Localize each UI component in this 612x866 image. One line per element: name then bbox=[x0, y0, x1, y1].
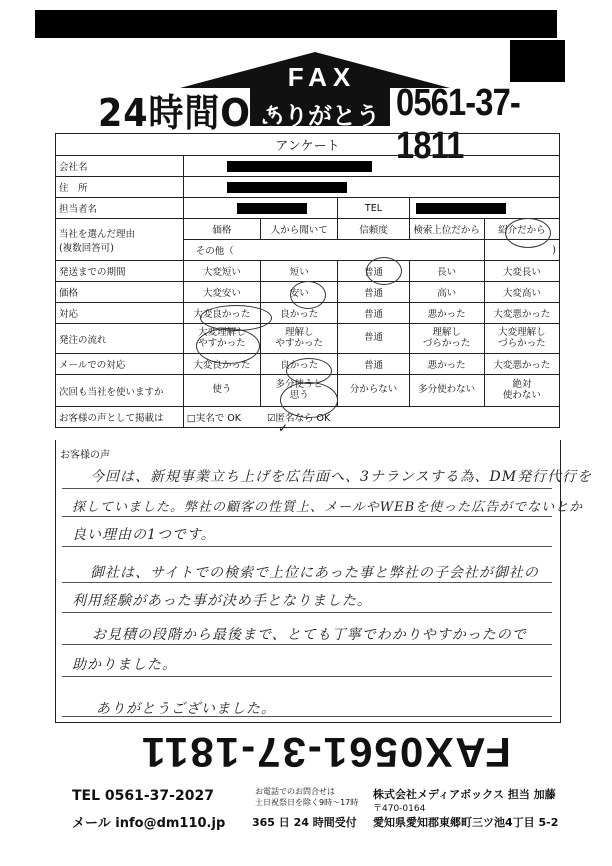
selection-circle bbox=[290, 281, 326, 309]
voice-line: 探していました。弊社の顧客の性質上、メールやWEBを使った広告がでないとか bbox=[72, 500, 584, 515]
redacted-corner-block bbox=[510, 40, 565, 82]
reason-other-close: ) bbox=[484, 240, 559, 261]
address-label: 住 所 bbox=[56, 177, 184, 198]
reason-option: 人から聞いて bbox=[261, 219, 338, 240]
thanks-text: ありがとう bbox=[260, 102, 380, 130]
row-option: 絶対 使わない bbox=[484, 375, 559, 407]
row-option: 長い bbox=[409, 261, 484, 282]
row-option: 理解し づらかった bbox=[409, 324, 484, 354]
row-option: 分からない bbox=[338, 375, 409, 407]
voice-line: 御社は、サイトでの検索で上位にあった事と弊社の子会社が御社の bbox=[90, 565, 539, 581]
reason-option: 検索上位だから bbox=[409, 219, 484, 240]
row-label: 価格 bbox=[56, 282, 184, 303]
reason-other: その他（ bbox=[183, 240, 484, 261]
row-option: 多分使うと 思う bbox=[261, 375, 338, 407]
row-option: 安い bbox=[261, 282, 338, 303]
row-option: 理解し やすかった bbox=[261, 324, 338, 354]
row-option: 大変安い bbox=[183, 282, 260, 303]
writing-guideline bbox=[62, 676, 552, 677]
selection-circle bbox=[280, 382, 338, 418]
row-option: 普通 bbox=[338, 324, 409, 354]
writing-guideline bbox=[62, 546, 552, 547]
voice-line: ありがとうございました。 bbox=[96, 701, 276, 717]
publish-label: お客様の声として掲載は bbox=[56, 407, 184, 428]
mirrored-fax-number: FAX0561-37-1811 bbox=[140, 729, 511, 776]
row-option: 大変長い bbox=[484, 261, 559, 282]
row-option: 短い bbox=[261, 261, 338, 282]
row-option: 使う bbox=[183, 375, 260, 407]
footer-tel: TEL 0561-37-2027 bbox=[72, 788, 214, 804]
tel-label: TEL bbox=[338, 198, 409, 219]
row-option: 普通 bbox=[338, 261, 409, 282]
voice-line: お見積の段階から最後まで、とても丁寧でわかりやすかったので bbox=[92, 627, 527, 643]
fax-note: 365 日 24 時間受付 bbox=[252, 816, 357, 829]
fax-number: 0561-37-1811 bbox=[396, 82, 520, 167]
row-option: 良かった bbox=[261, 303, 338, 324]
phone-note-2: 土日祝祭日を除く9時〜17時 bbox=[255, 798, 359, 807]
tel-field bbox=[409, 198, 559, 219]
reason-option: 紹介だから bbox=[484, 219, 559, 240]
voice-line: 良い理由の1つです。 bbox=[72, 527, 216, 543]
selection-circle bbox=[196, 328, 260, 364]
voice-line: 助かりました。 bbox=[72, 657, 177, 673]
company-field bbox=[183, 156, 559, 177]
row-option: 大変理解し づらかった bbox=[484, 324, 559, 354]
row-option: 良かった bbox=[261, 354, 338, 375]
row-label: 次回も当社を使いますか bbox=[56, 375, 184, 407]
selection-circle bbox=[200, 305, 272, 331]
footer-company: 株式会社メディアボックス 担当 加藤 bbox=[373, 788, 556, 801]
row-option: 大変理解し やすかった bbox=[183, 324, 260, 354]
voice-label: お客様の声 bbox=[60, 450, 110, 461]
writing-guideline bbox=[62, 582, 552, 583]
writing-guideline bbox=[62, 644, 552, 645]
selection-circle bbox=[366, 257, 402, 285]
reason-option: 信頼度 bbox=[338, 219, 409, 240]
writing-guideline bbox=[62, 716, 552, 717]
check-mark: ✓ bbox=[278, 421, 289, 435]
row-label: 発注の流れ bbox=[56, 324, 184, 354]
row-option: 悪かった bbox=[409, 303, 484, 324]
row-label: 発送までの期間 bbox=[56, 261, 184, 282]
selection-circle bbox=[286, 358, 332, 384]
row-option: 大変悪かった bbox=[484, 303, 559, 324]
publish-anon-checkbox[interactable]: ☑匿名なら OK bbox=[266, 413, 331, 424]
publish-real-checkbox[interactable]: □実名で OK bbox=[186, 413, 241, 424]
voice-line: 利用経験があった事が決め手となりました。 bbox=[72, 593, 372, 609]
row-option: 大変良かった bbox=[183, 303, 260, 324]
row-label: メールでの対応 bbox=[56, 354, 184, 375]
row-option: 普通 bbox=[338, 282, 409, 303]
redacted-top-bar bbox=[35, 10, 557, 38]
person-field bbox=[183, 198, 338, 219]
row-option: 悪かった bbox=[409, 354, 484, 375]
writing-guideline bbox=[62, 612, 552, 613]
fax-word: FAX bbox=[287, 62, 357, 92]
writing-guideline bbox=[62, 488, 552, 489]
reason-label: 当社を選んだ理由 (複数回答可) bbox=[56, 219, 184, 261]
hours-text: 24時間OK bbox=[98, 91, 279, 135]
row-option: 大変短い bbox=[183, 261, 260, 282]
row-option: 普通 bbox=[338, 354, 409, 375]
footer-postal: 〒470-0164 bbox=[373, 804, 426, 814]
writing-guideline bbox=[62, 516, 552, 517]
voice-line: 今回は、新規事業立ち上げを広告面へ、3ナランスする為、DM発行代行を bbox=[90, 469, 593, 485]
address-field bbox=[183, 177, 559, 198]
publish-options bbox=[183, 407, 559, 428]
row-option: 大変高い bbox=[484, 282, 559, 303]
phone-note-1: お電話でのお問合せは bbox=[255, 787, 335, 796]
row-label: 対応 bbox=[56, 303, 184, 324]
row-option: 大変良かった bbox=[183, 354, 260, 375]
footer-address: 愛知県愛知郡東郷町三ツ池4丁目 5-2 bbox=[373, 816, 559, 829]
row-option: 多分使わない bbox=[409, 375, 484, 407]
footer-mail[interactable]: メール info@dm110.jp bbox=[72, 816, 226, 831]
reason-option: 価格 bbox=[183, 219, 260, 240]
row-option: 高い bbox=[409, 282, 484, 303]
survey-title: アンケート bbox=[56, 134, 560, 156]
row-option: 普通 bbox=[338, 303, 409, 324]
company-label: 会社名 bbox=[56, 156, 184, 177]
selection-circle bbox=[505, 218, 551, 248]
person-label: 担当者名 bbox=[56, 198, 184, 219]
row-option: 大変悪かった bbox=[484, 354, 559, 375]
